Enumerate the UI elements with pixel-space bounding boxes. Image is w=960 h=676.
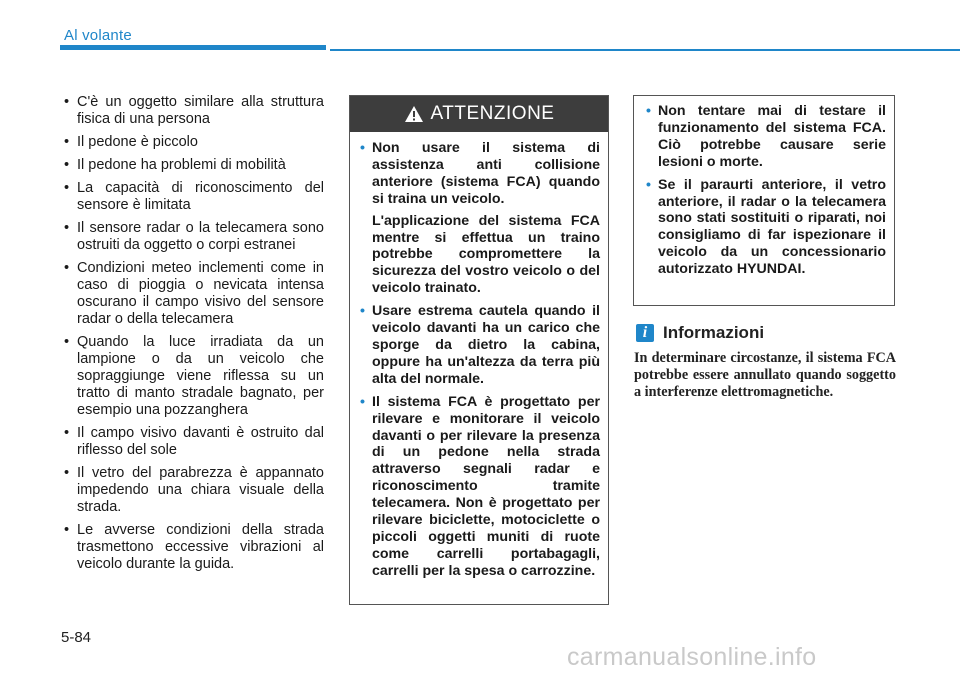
list-item: • Le avverse condizioni della strada trasmettono eccessive vibrazioni al veicolo durante la guida. — [62, 522, 324, 573]
header-bar — [60, 45, 326, 50]
warning-header — [350, 96, 608, 132]
info-icon: i — [636, 324, 654, 342]
list-item: • Il pedone ha problemi di mobilità — [62, 157, 324, 174]
warning-item: • Il sistema FCA è progettato per rilevare e monitorare il veicolo davanti o per rilevare la presenza di un pedone nella strada attraverso segnali radar e riconoscimento tramite telecamera. Non è progettato per rilevare biciclette, motociclette o piccoli oggetti muniti di ruote come carrelli portabagagli, carrelli per la spesa o carrozzine. — [362, 394, 600, 580]
watermark: carmanualsonline.info — [567, 643, 817, 671]
list-item: • Il vetro del parabrezza è appannato impedendo una chiara visuale della strada. — [62, 465, 324, 516]
info-text: In determinare circostanze, il sistema FCA potrebbe essere annullato quando soggetto a interferenze elettromagnetiche. — [634, 350, 896, 400]
warning-continued-box — [633, 95, 895, 306]
info-header — [636, 323, 764, 343]
page-number: 5-84 — [61, 629, 92, 646]
list-item: • Il campo visivo davanti è ostruito dal riflesso del sole — [62, 425, 324, 459]
conditions-list — [62, 94, 324, 579]
warning-item-subtext: L'applicazione del sistema FCA mentre si effettua un traino potrebbe compromettere la sicurezza del vostro veicolo o del veicolo trainato. — [372, 212, 600, 297]
section-title: Al volante — [64, 27, 132, 44]
list-item: • Quando la luce irradiata da un lampione o da un veicolo che sopraggiunge viene riflessa su un tratto di manto stradale bagnato, per esempio una pozzanghera — [62, 334, 324, 419]
warning-item: • Se il paraurti anteriore, il vetro anteriore, il radar o la telecamera sono stati sostituiti o riparati, noi consigliamo di far ispezionare il veicolo da un concessionario autorizzato HYUNDAI. — [648, 177, 886, 278]
warning-title: ATTENZIONE — [430, 103, 555, 124]
warning-continued-body — [634, 96, 894, 278]
warning-item — [362, 140, 600, 297]
warning-item: • Usare estrema cautela quando il veicolo davanti ha un carico che sporge da dietro la cabina, oppure ha un'altezza da terra più alta del normale. — [362, 303, 600, 388]
info-title: Informazioni — [663, 323, 765, 342]
warning-body — [350, 132, 608, 580]
warning-item: • Non tentare mai di testare il funzionamento del sistema FCA. Ciò potrebbe causare serie lesioni o morte. — [648, 103, 886, 171]
warning-item-text: • Non usare il sistema di assistenza anti collisione anteriore (sistema FCA) quando si traina un veicolo. — [372, 140, 600, 207]
list-item: • Il pedone è piccolo — [62, 134, 324, 151]
list-item: • Il sensore radar o la telecamera sono ostruiti da oggetto o corpi estranei — [62, 220, 324, 254]
list-item: • C'è un oggetto similare alla struttura fisica di una persona — [62, 94, 324, 128]
warning-box — [349, 95, 609, 605]
list-item: • La capacità di riconoscimento del sensore è limitata — [62, 180, 324, 214]
warning-triangle-icon — [404, 105, 424, 123]
list-item: • Condizioni meteo inclementi come in caso di pioggia o nevicata intensa oscurano il campo visivo del sensore radar o della telecamera — [62, 260, 324, 328]
header-rule — [330, 49, 960, 51]
